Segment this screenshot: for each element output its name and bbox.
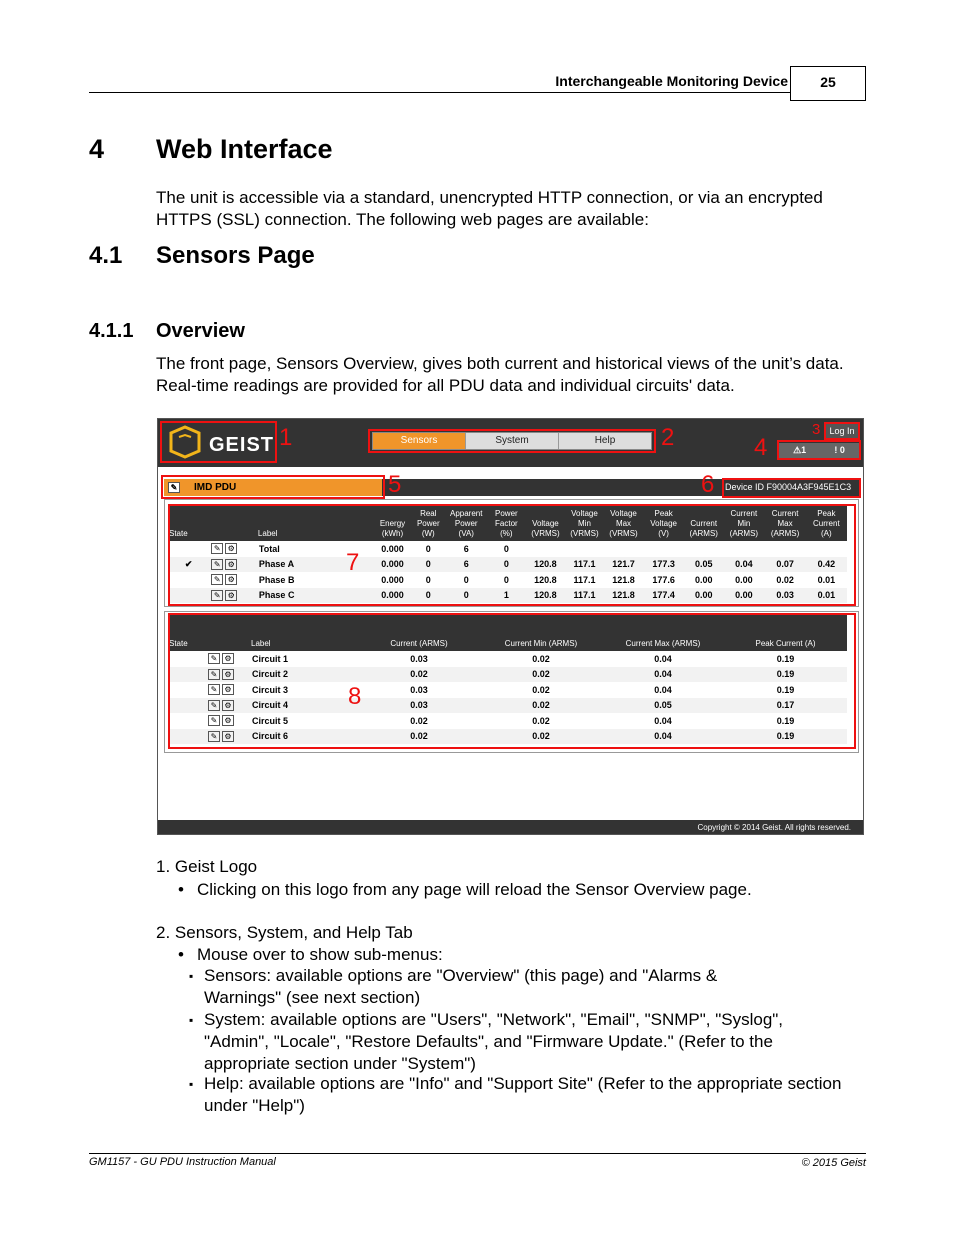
value-cell: 0.19 <box>724 667 847 683</box>
value-cell: 0.000 <box>374 557 411 573</box>
value-cell: 0.02 <box>776 574 794 585</box>
actions-cell <box>209 557 257 573</box>
table-row <box>168 588 847 604</box>
value-cell: 117.1 <box>565 588 604 604</box>
table-row <box>168 713 847 729</box>
pdu-table-header <box>168 505 847 541</box>
subsection-heading <box>89 242 315 270</box>
gear-icon[interactable]: ⚙ <box>222 669 234 680</box>
value-cell: 6 <box>463 543 469 554</box>
column-header: Label <box>250 615 358 651</box>
value-cell: 0.03 <box>410 653 428 664</box>
value-cell: 1 <box>487 588 526 604</box>
value-cell <box>643 541 684 557</box>
actions-cell <box>209 572 257 588</box>
table-row <box>168 651 847 667</box>
page-number: 25 <box>790 66 866 101</box>
value-cell: 0.00 <box>694 574 713 585</box>
value-cell: 0.00 <box>735 574 753 585</box>
column-header: Real Power (W) <box>411 505 446 541</box>
value-cell: 117.1 <box>565 557 604 573</box>
legend-item-2-bullet <box>178 944 838 966</box>
legend-item-1-title: 1. Geist Logo <box>156 857 258 876</box>
legend-sub-system <box>189 1009 859 1075</box>
callout-label-2: 2 <box>661 424 675 451</box>
value-cell: 0.02 <box>532 715 550 726</box>
value-cell: 0.19 <box>776 715 795 726</box>
column-header: Current Max (ARMS) <box>764 505 805 541</box>
legend-sub-sensors <box>189 965 859 1009</box>
column-header: Voltage (VRMS) <box>526 505 565 541</box>
value-cell: 0.03 <box>764 588 805 604</box>
value-cell: 0.000 <box>381 543 404 554</box>
value-cell: 177.6 <box>652 574 675 585</box>
label-cell: Total <box>258 543 280 554</box>
gear-icon[interactable]: ⚙ <box>222 653 234 664</box>
value-cell: 0.07 <box>764 557 805 573</box>
value-cell: 0.19 <box>776 684 795 695</box>
wrench-icon[interactable]: ✎ <box>211 543 223 554</box>
value-cell <box>565 541 604 557</box>
value-cell: 0.02 <box>532 653 550 664</box>
value-cell: 6 <box>446 557 487 573</box>
value-cell: 0.04 <box>602 667 724 683</box>
value-cell: 0.04 <box>654 684 672 695</box>
state-cell <box>168 541 209 557</box>
circuit-table-body <box>168 651 847 744</box>
column-header: Voltage Max (VRMS) <box>604 505 643 541</box>
value-cell: 0.000 <box>381 574 404 585</box>
label-cell: Circuit 3 <box>252 684 289 695</box>
tab-sensors[interactable]: Sensors <box>373 433 466 449</box>
gear-icon[interactable]: ⚙ <box>222 700 234 711</box>
device-label[interactable] <box>164 479 382 496</box>
value-cell: 0.02 <box>480 698 602 714</box>
subsection-title: Sensors Page <box>156 242 315 269</box>
column-header: Current (ARMS) <box>684 505 723 541</box>
value-cell: 0.04 <box>654 715 672 726</box>
value-cell <box>526 541 565 557</box>
subsubsection-number: 4.1.1 <box>89 320 134 342</box>
value-cell: 0.05 <box>684 557 723 573</box>
value-cell: 0.17 <box>724 698 847 714</box>
wrench-icon[interactable]: ✎ <box>211 559 223 570</box>
intro-paragraph: The unit is accessible via a standard, unencrypted HTTP connection, or via an encrypted HTTPS (SSL) connection. The following web pages are available: <box>156 188 823 229</box>
callout-label-5: 5 <box>388 471 402 498</box>
value-cell: 0.05 <box>602 698 724 714</box>
footer-manual-title: GM1157 - GU PDU Instruction Manual <box>89 1156 276 1168</box>
actions-cell <box>209 588 257 604</box>
state-cell <box>168 682 206 698</box>
legend-sub-sensors-text: ▪ Sensors: available options are "Overview" (this page) and "Alarms & Warnings" (see next section) <box>204 966 718 1007</box>
actions-cell <box>206 682 250 698</box>
gear-icon[interactable]: ⚙ <box>225 590 237 601</box>
gear-icon[interactable]: ⚙ <box>225 559 237 570</box>
label-cell: Circuit 6 <box>250 729 358 745</box>
value-cell: 0 <box>487 557 526 573</box>
section-heading <box>89 134 333 165</box>
column-header: Current Max (ARMS) <box>602 615 724 651</box>
column-header: State <box>168 615 206 651</box>
label-cell: Circuit 4 <box>250 698 358 714</box>
value-cell: 117.1 <box>573 574 596 585</box>
warning-count: ! 0 <box>834 445 845 455</box>
callout-label-1: 1 <box>279 424 293 451</box>
wrench-icon[interactable]: ✎ <box>208 684 220 695</box>
tab-help[interactable]: Help <box>594 435 616 446</box>
column-header: Voltage Min (VRMS) <box>565 505 604 541</box>
gear-icon[interactable]: ⚙ <box>222 684 234 695</box>
device-id: Device ID F90004A3F945E1C3 <box>725 482 852 492</box>
copyright-bar: Copyright © 2014 Geist. All rights reserved. <box>158 820 863 835</box>
callout-label-8: 8 <box>348 683 362 710</box>
subsubsection-heading <box>89 320 245 343</box>
actions-cell <box>206 698 250 714</box>
device-name: IMD PDU <box>194 482 237 493</box>
value-cell: 0.01 <box>806 588 847 604</box>
value-cell: 120.8 <box>526 557 565 573</box>
column-header <box>206 615 250 651</box>
wrench-icon[interactable]: ✎ <box>208 669 220 680</box>
table-row <box>168 667 847 683</box>
section-title: Web Interface <box>156 134 333 164</box>
value-cell: 121.8 <box>612 574 635 585</box>
column-header: Peak Voltage (V) <box>643 505 684 541</box>
wrench-icon[interactable]: ✎ <box>208 731 220 742</box>
column-header: Current Min (ARMS) <box>480 615 602 651</box>
legend-item-1-text: • Clicking on this logo from any page will reload the Sensor Overview page. <box>197 880 752 899</box>
value-cell: 0.19 <box>724 729 847 745</box>
state-cell <box>168 651 206 667</box>
value-cell: 0.02 <box>480 729 602 745</box>
wrench-icon[interactable]: ✎ <box>208 715 220 726</box>
column-header: Current Min (ARMS) <box>723 505 764 541</box>
label-cell: Circuit 1 <box>252 653 289 664</box>
state-cell <box>168 729 206 745</box>
value-cell <box>684 541 723 557</box>
value-cell: 0 <box>411 557 446 573</box>
value-cell: 0.000 <box>374 588 411 604</box>
value-cell: 177.4 <box>643 588 684 604</box>
value-cell: 177.3 <box>643 557 684 573</box>
value-cell: 0.04 <box>654 653 672 664</box>
gear-icon[interactable]: ⚙ <box>222 731 234 742</box>
tab-system[interactable]: System <box>466 433 559 449</box>
value-cell <box>604 541 643 557</box>
main-tabs <box>372 432 652 450</box>
legend-item-1-bullet <box>178 879 838 901</box>
wrench-icon[interactable]: ✎ <box>211 590 223 601</box>
column-header: Energy (kWh) <box>374 505 411 541</box>
column-header: Current (ARMS) <box>358 615 480 651</box>
value-cell <box>723 541 764 557</box>
value-cell: 120.8 <box>526 588 565 604</box>
alarm-count: ⚠1 <box>793 445 807 455</box>
section-number: 4 <box>89 134 105 164</box>
overview-paragraph: The front page, Sensors Overview, gives both current and historical views of the unit’s data. Real-time readings are provided for all PDU data and individual circuits' data. <box>156 354 844 395</box>
table-row <box>168 557 847 573</box>
gear-icon[interactable]: ⚙ <box>225 543 237 554</box>
login-button[interactable]: Log In <box>825 424 859 439</box>
table-row <box>168 541 847 557</box>
value-cell: 0.04 <box>723 557 764 573</box>
subsubsection-title: Overview <box>156 320 245 342</box>
column-header: State <box>168 505 209 541</box>
value-cell: 0.19 <box>776 653 795 664</box>
footer-rule <box>89 1153 866 1154</box>
state-cell <box>168 713 206 729</box>
actions-cell <box>206 729 250 745</box>
gear-icon[interactable]: ⚙ <box>225 574 237 585</box>
table-row <box>168 729 847 745</box>
value-cell: 121.7 <box>604 557 643 573</box>
value-cell: 0 <box>425 574 431 585</box>
callout-label-6: 6 <box>701 471 715 498</box>
value-cell: 0.00 <box>684 588 723 604</box>
column-header: Apparent Power (VA) <box>446 505 487 541</box>
state-cell <box>168 667 206 683</box>
pdu-table-body <box>168 541 847 603</box>
callout-label-4: 4 <box>754 434 768 461</box>
value-cell: 0.02 <box>480 667 602 683</box>
geist-logo-icon <box>165 425 205 459</box>
value-cell: 0.02 <box>358 667 480 683</box>
subsection-number: 4.1 <box>89 242 123 269</box>
actions-cell <box>206 667 250 683</box>
web-interface-screenshot <box>157 418 864 835</box>
actions-cell <box>209 541 257 557</box>
value-cell: 0 <box>463 574 469 585</box>
actions-cell <box>206 713 250 729</box>
legend-sub-help <box>189 1073 859 1117</box>
table-row <box>168 698 847 714</box>
state-cell <box>168 572 209 588</box>
running-header-title: Interchangeable Monitoring Device <box>555 73 788 89</box>
pdu-table <box>168 505 847 603</box>
wrench-icon[interactable]: ✎ <box>208 653 220 664</box>
wrench-icon[interactable]: ✎ <box>168 482 180 493</box>
value-cell: 0.00 <box>723 588 764 604</box>
value-cell: 0 <box>446 588 487 604</box>
column-header: Peak Current (A) <box>724 615 847 651</box>
value-cell: 0 <box>425 543 431 554</box>
callout-label-7: 7 <box>346 549 360 576</box>
table-row <box>168 572 847 588</box>
wrench-icon[interactable]: ✎ <box>208 700 220 711</box>
actions-cell <box>206 651 250 667</box>
value-cell: 121.8 <box>604 588 643 604</box>
callout-label-3: 3 <box>812 421 821 438</box>
wrench-icon[interactable]: ✎ <box>211 574 223 585</box>
column-header: Label <box>257 505 374 541</box>
alarm-counters[interactable] <box>779 443 859 458</box>
legend-item-2-title: 2. Sensors, System, and Help Tab <box>156 923 413 942</box>
value-cell: 0.03 <box>410 684 428 695</box>
state-cell <box>168 698 206 714</box>
logo-text: GEIST <box>209 434 275 456</box>
circuit-table <box>168 615 847 744</box>
value-cell: 0 <box>503 543 509 554</box>
value-cell <box>764 541 805 557</box>
header-rule <box>89 92 790 93</box>
label-cell: Phase B <box>258 574 295 585</box>
value-cell: 0.02 <box>410 715 428 726</box>
value-cell: 0.01 <box>817 574 836 585</box>
value-cell: 0 <box>411 588 446 604</box>
value-cell: 0.42 <box>806 557 847 573</box>
value-cell: 0.02 <box>532 684 550 695</box>
column-header <box>209 505 257 541</box>
value-cell: 0.03 <box>358 698 480 714</box>
value-cell: 0.04 <box>602 729 724 745</box>
table-row <box>168 682 847 698</box>
legend-sub-system-text: ▪ System: available options are "Users", "Network", "Email", "SNMP", "Syslog", "Admin", "Locale", "Restore Defaults", and "Firmware Update." (Refer to the appropriate section under "System") <box>204 1010 784 1073</box>
column-header: Peak Current (A) <box>806 505 847 541</box>
label-cell: Phase A <box>257 557 374 573</box>
value-cell: 0.02 <box>358 729 480 745</box>
value-cell: 120.8 <box>534 574 557 585</box>
label-cell: Phase C <box>257 588 374 604</box>
state-cell <box>168 588 209 604</box>
legend-sub-help-text: ▪ Help: available options are "Info" and "Support Site" (Refer to the appropriate section under "Help") <box>204 1074 842 1115</box>
value-cell: 0 <box>503 574 509 585</box>
gear-icon[interactable]: ⚙ <box>222 715 234 726</box>
geist-logo[interactable] <box>165 425 275 459</box>
state-cell: ✔ <box>168 557 209 573</box>
label-cell: Circuit 2 <box>250 667 358 683</box>
label-cell: Circuit 5 <box>252 715 289 726</box>
circuit-table-header <box>168 615 847 651</box>
legend-item-2-text: • Mouse over to show sub-menus: <box>197 945 443 964</box>
column-header: Power Factor (%) <box>487 505 526 541</box>
footer-copyright: © 2015 Geist <box>801 1157 866 1169</box>
value-cell <box>806 541 847 557</box>
